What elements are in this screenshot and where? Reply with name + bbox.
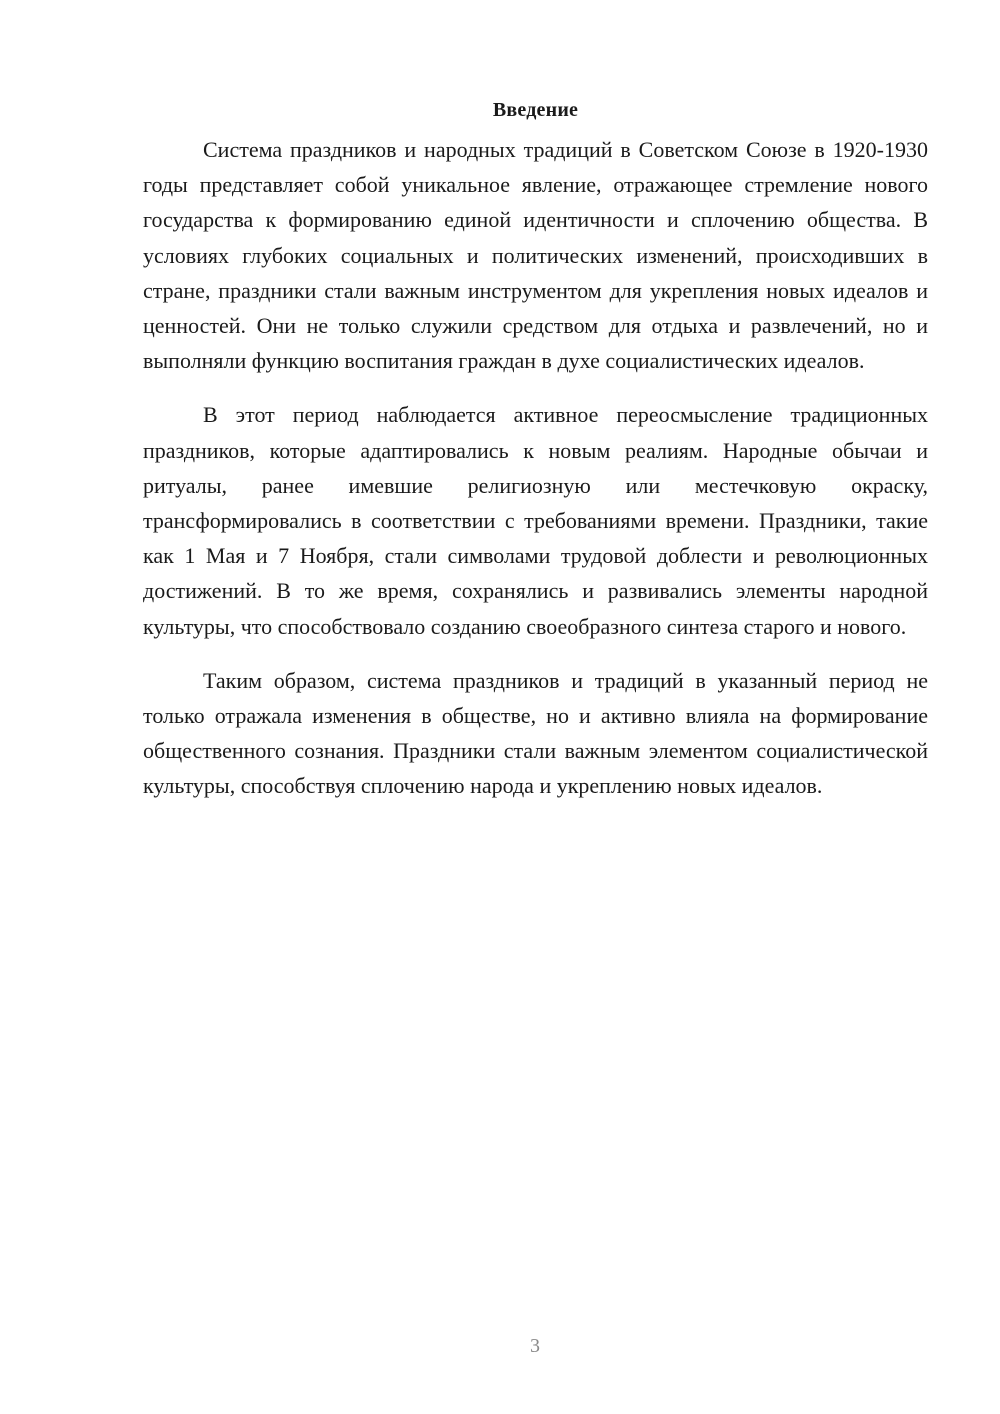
paragraph-1: Система праздников и народных традиций в Советском Союзе в 1920-1930 годы представляет собой уникальное явление, отражающее стремление нового государства к формированию единой идентичности и сплочению общества. В условиях глубоких социальных и политических изменений, происходивших в стране, праздники стали важным инструментом для укрепления новых идеалов и ценностей. Они не только служили средством для отдыха и развлечений, но и выполняли функцию воспитания граждан в духе социалистических идеалов. [143,137,928,374]
page-number: 3 [530,1335,540,1357]
page-title: Введение [492,99,579,121]
paragraph-2: В этот период наблюдается активное переосмысление традиционных праздников, которые адаптировались к новым реалиям. Народные обычаи и ритуалы, ранее имевшие религиозную или местечковую окраску, трансформировались в соответствии с требованиями времени. Праздники, такие как 1 Мая и 7 Ноября, стали символами трудовой доблести и революционных достижений. В то же время, сохранялись и развивались элементы народной культуры, что способствовало созданию своеобразного синтеза старого и нового. [143,402,928,639]
page-content [143,92,928,804]
paragraph-3: Таким образом, система праздников и традиций в указанный период не только отражала изменения в обществе, но и активно влияла на формирование общественного сознания. Праздники стали важным элементом социалистической культуры, способствуя сплочению народа и укреплению новых идеалов. [143,667,928,799]
